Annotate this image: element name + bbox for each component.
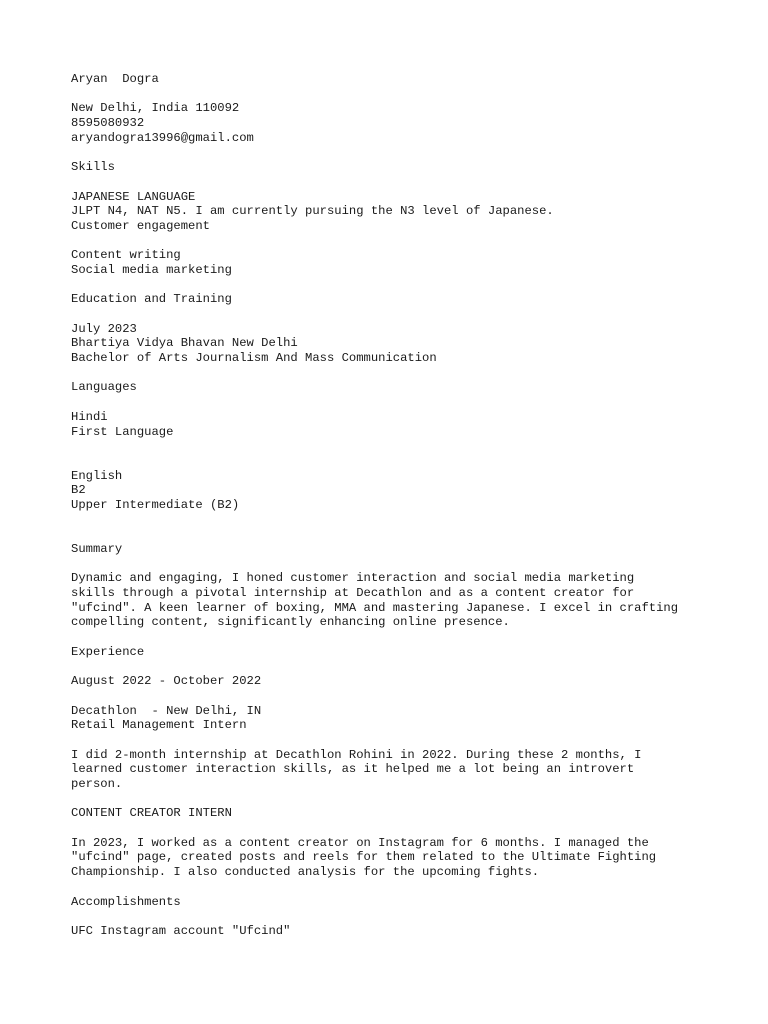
resume-document: [71, 72, 731, 939]
language-level: First Language: [71, 424, 174, 439]
education-institution: Bhartiya Vidya Bhavan New Delhi: [71, 336, 298, 351]
experience-heading: Experience: [71, 644, 145, 659]
email-address: aryandogra13996@gmail.com: [71, 130, 254, 145]
candidate-name: Aryan Dogra: [71, 72, 159, 86]
job-description-line: Championship. I also conducted analysis for the upcoming fights.: [71, 865, 540, 880]
job-dates: August 2022 - October 2022: [71, 674, 262, 689]
language-level: Upper Intermediate (B2): [71, 497, 240, 512]
language-name: Hindi: [71, 409, 108, 424]
job-description-line: learned customer interaction skills, as it helped me a lot being an introvert: [71, 762, 635, 777]
job-company: Decathlon - New Delhi, IN: [71, 703, 262, 718]
summary-line: compelling content, significantly enhancing online presence.: [71, 615, 510, 630]
accomplishment-item: UFC Instagram account "Ufcind": [71, 923, 291, 938]
skills-heading: Skills: [71, 160, 115, 175]
language-code: B2: [71, 483, 86, 498]
job-description-line: person.: [71, 777, 123, 792]
skill-item: Social media marketing: [71, 262, 232, 277]
job-title: CONTENT CREATOR INTERN: [71, 806, 232, 821]
summary-line: "ufcind". A keen learner of boxing, MMA and mastering Japanese. I excel in crafting: [71, 600, 679, 615]
summary-heading: Summary: [71, 542, 123, 557]
skill-item: Content writing: [71, 248, 181, 263]
skill-item: Customer engagement: [71, 218, 210, 233]
job-title: Retail Management Intern: [71, 718, 247, 733]
summary-line: Dynamic and engaging, I honed customer interaction and social media marketing: [71, 571, 635, 586]
education-heading: Education and Training: [71, 292, 232, 307]
phone-number: 8595080932: [71, 116, 145, 131]
education-date: July 2023: [71, 321, 137, 336]
languages-heading: Languages: [71, 380, 137, 395]
skill-item: JLPT N4, NAT N5. I am currently pursuing the N3 level of Japanese.: [71, 204, 554, 219]
job-description-line: I did 2-month internship at Decathlon Rohini in 2022. During these 2 months, I: [71, 747, 642, 762]
job-description-line: In 2023, I worked as a content creator on Instagram for 6 months. I managed the: [71, 835, 649, 850]
education-degree: Bachelor of Arts Journalism And Mass Communication: [71, 351, 437, 366]
skill-item: JAPANESE LANGUAGE: [71, 189, 196, 204]
accomplishments-heading: Accomplishments: [71, 894, 181, 909]
address: New Delhi, India 110092: [71, 101, 240, 116]
language-name: English: [71, 468, 123, 483]
job-description-line: "ufcind" page, created posts and reels for them related to the Ultimate Fighting: [71, 850, 657, 865]
summary-line: skills through a pivotal internship at Decathlon and as a content creator for: [71, 586, 635, 601]
